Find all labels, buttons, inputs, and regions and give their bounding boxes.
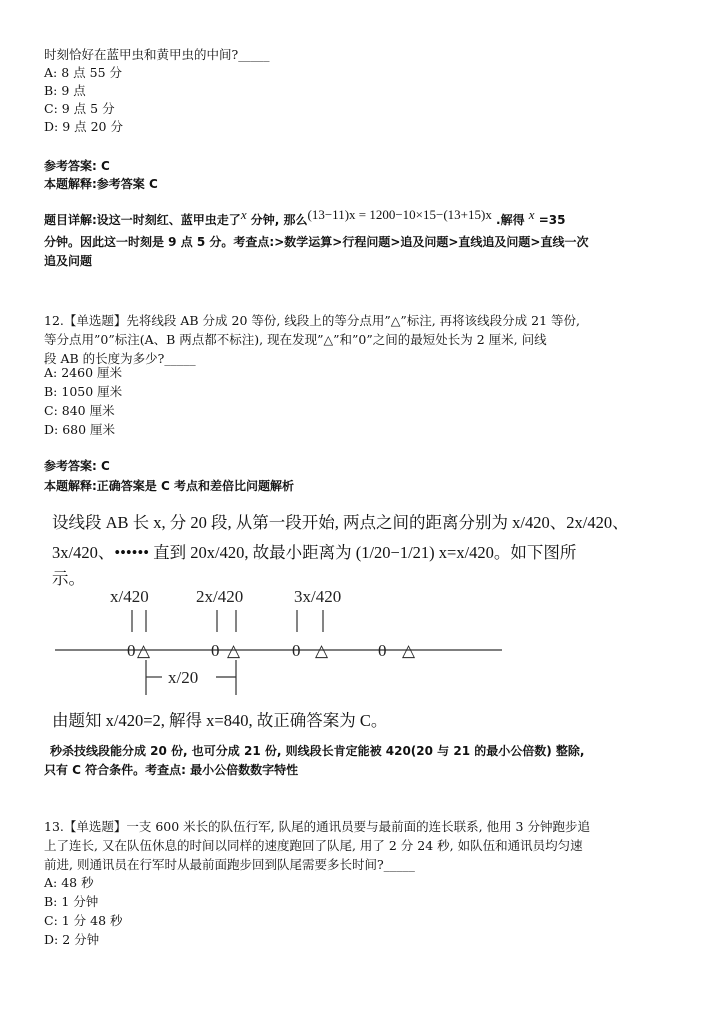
label-2x-420: 2x/420 [196, 587, 244, 606]
q13-option-c: C: 1 分 48 秒 [44, 913, 123, 928]
q11-detail-3: 追及问题 [44, 254, 93, 268]
number-line-diagram [0, 580, 720, 705]
triangle-mark: △ [137, 641, 151, 660]
detail-text: =35 [534, 213, 566, 227]
zero-mark: 0 [292, 641, 301, 660]
q12-answer: 参考答案: C [44, 459, 110, 473]
zero-mark: 0 [127, 641, 136, 660]
zero-mark: 0 [211, 641, 220, 660]
q12-stem-2: 等分点用”0”标注(A、B 两点都不标注), 现在发现”△”和”0”之间的最短处长为 2 厘米, 问线 [44, 332, 547, 347]
q11-detail-2: 分钟。因此这一时刻是 9 点 5 分。考查点:>数学运算>行程问题>追及问题>直线追及问题>直线一次 [44, 235, 589, 249]
triangle-mark: △ [315, 641, 329, 660]
q12-option-c: C: 840 厘米 [44, 403, 115, 418]
q13-stem-2: 上了连长, 又在队伍休息的时间以同样的速度跑回了队尾, 用了 2 分 24 秒, 如队伍和通讯员均匀速 [44, 838, 583, 853]
q12-option-b: B: 1050 厘米 [44, 384, 123, 399]
q12-solution-1: 设线段 AB 长 x, 分 20 段, 从第一段开始, 两点之间的距离分别为 x/420、2x/420、 [52, 513, 629, 532]
bracket-label: x/20 [168, 668, 199, 687]
label-3x-420: 3x/420 [294, 587, 342, 606]
formula: (13−11)x = 1200−10×15−(13+15)x [307, 207, 492, 222]
q12-option-a: A: 2460 厘米 [44, 365, 122, 380]
q11-stem: 时刻恰好在蓝甲虫和黄甲虫的中间?_____ [44, 47, 270, 62]
zero-mark: 0 [378, 641, 387, 660]
q12-stem-3: 段 AB 的长度为多少?_____ [44, 351, 196, 366]
q13-stem-1: 13.【单选题】一支 600 米长的队伍行军, 队尾的通讯员要与最前面的连长联系, 他用 3 分钟跑步追 [44, 819, 590, 834]
q13-option-d: D: 2 分钟 [44, 932, 100, 947]
q12-explain: 本题解释:正确答案是 C 考点和差倍比问题解析 [44, 479, 294, 493]
var-x: x [240, 207, 247, 222]
q13-stem-3: 前进, 则通讯员在行军时从最前面跑步回到队尾需要多长时间?_____ [44, 857, 415, 872]
q12-conclusion: 由题知 x/420=2, 解得 x=840, 故正确答案为 C。 [52, 711, 388, 730]
q12-solution-2: 3x/420、•••••• 直到 20x/420, 故最小距离为 (1/20−1/21) x=x/420。如下图所 [52, 543, 577, 562]
q11-option-a: A: 8 点 55 分 [44, 65, 122, 80]
triangle-mark: △ [402, 641, 416, 660]
q12-solution-3: 示。 [52, 569, 85, 588]
q12-option-d: D: 680 厘米 [44, 422, 116, 437]
q11-answer: 参考答案: C [44, 159, 110, 173]
q11-option-d: D: 9 点 20 分 [44, 119, 123, 134]
var-x: x [528, 207, 535, 222]
label-x-420: x/420 [110, 587, 149, 606]
q11-explain: 本题解释:参考答案 C [44, 177, 158, 191]
q12-stem-1: 12.【单选题】先将线段 AB 分成 20 等份, 线段上的等分点用”△”标注, 再将该线段分成 21 等份, [44, 313, 581, 328]
q13-option-a: A: 48 秒 [44, 875, 94, 890]
q11-option-b: B: 9 点 [44, 83, 86, 98]
q12-tip-1: 秒杀技线段能分成 20 份, 也可分成 21 份, 则线段长肯定能被 420(20 与 21 的最小公倍数) 整除, [50, 744, 585, 758]
detail-text: 题目详解:设这一时刻红、蓝甲虫走了 [44, 213, 241, 227]
triangle-mark: △ [227, 641, 241, 660]
q13-option-b: B: 1 分钟 [44, 894, 99, 909]
q11-option-c: C: 9 点 5 分 [44, 101, 115, 116]
detail-text: 分钟, 那么 [246, 213, 308, 227]
detail-text: .解得 [491, 213, 529, 227]
q12-tip-2: 只有 C 符合条件。考查点: 最小公倍数数字特性 [44, 763, 299, 777]
q11-detail [44, 206, 565, 229]
